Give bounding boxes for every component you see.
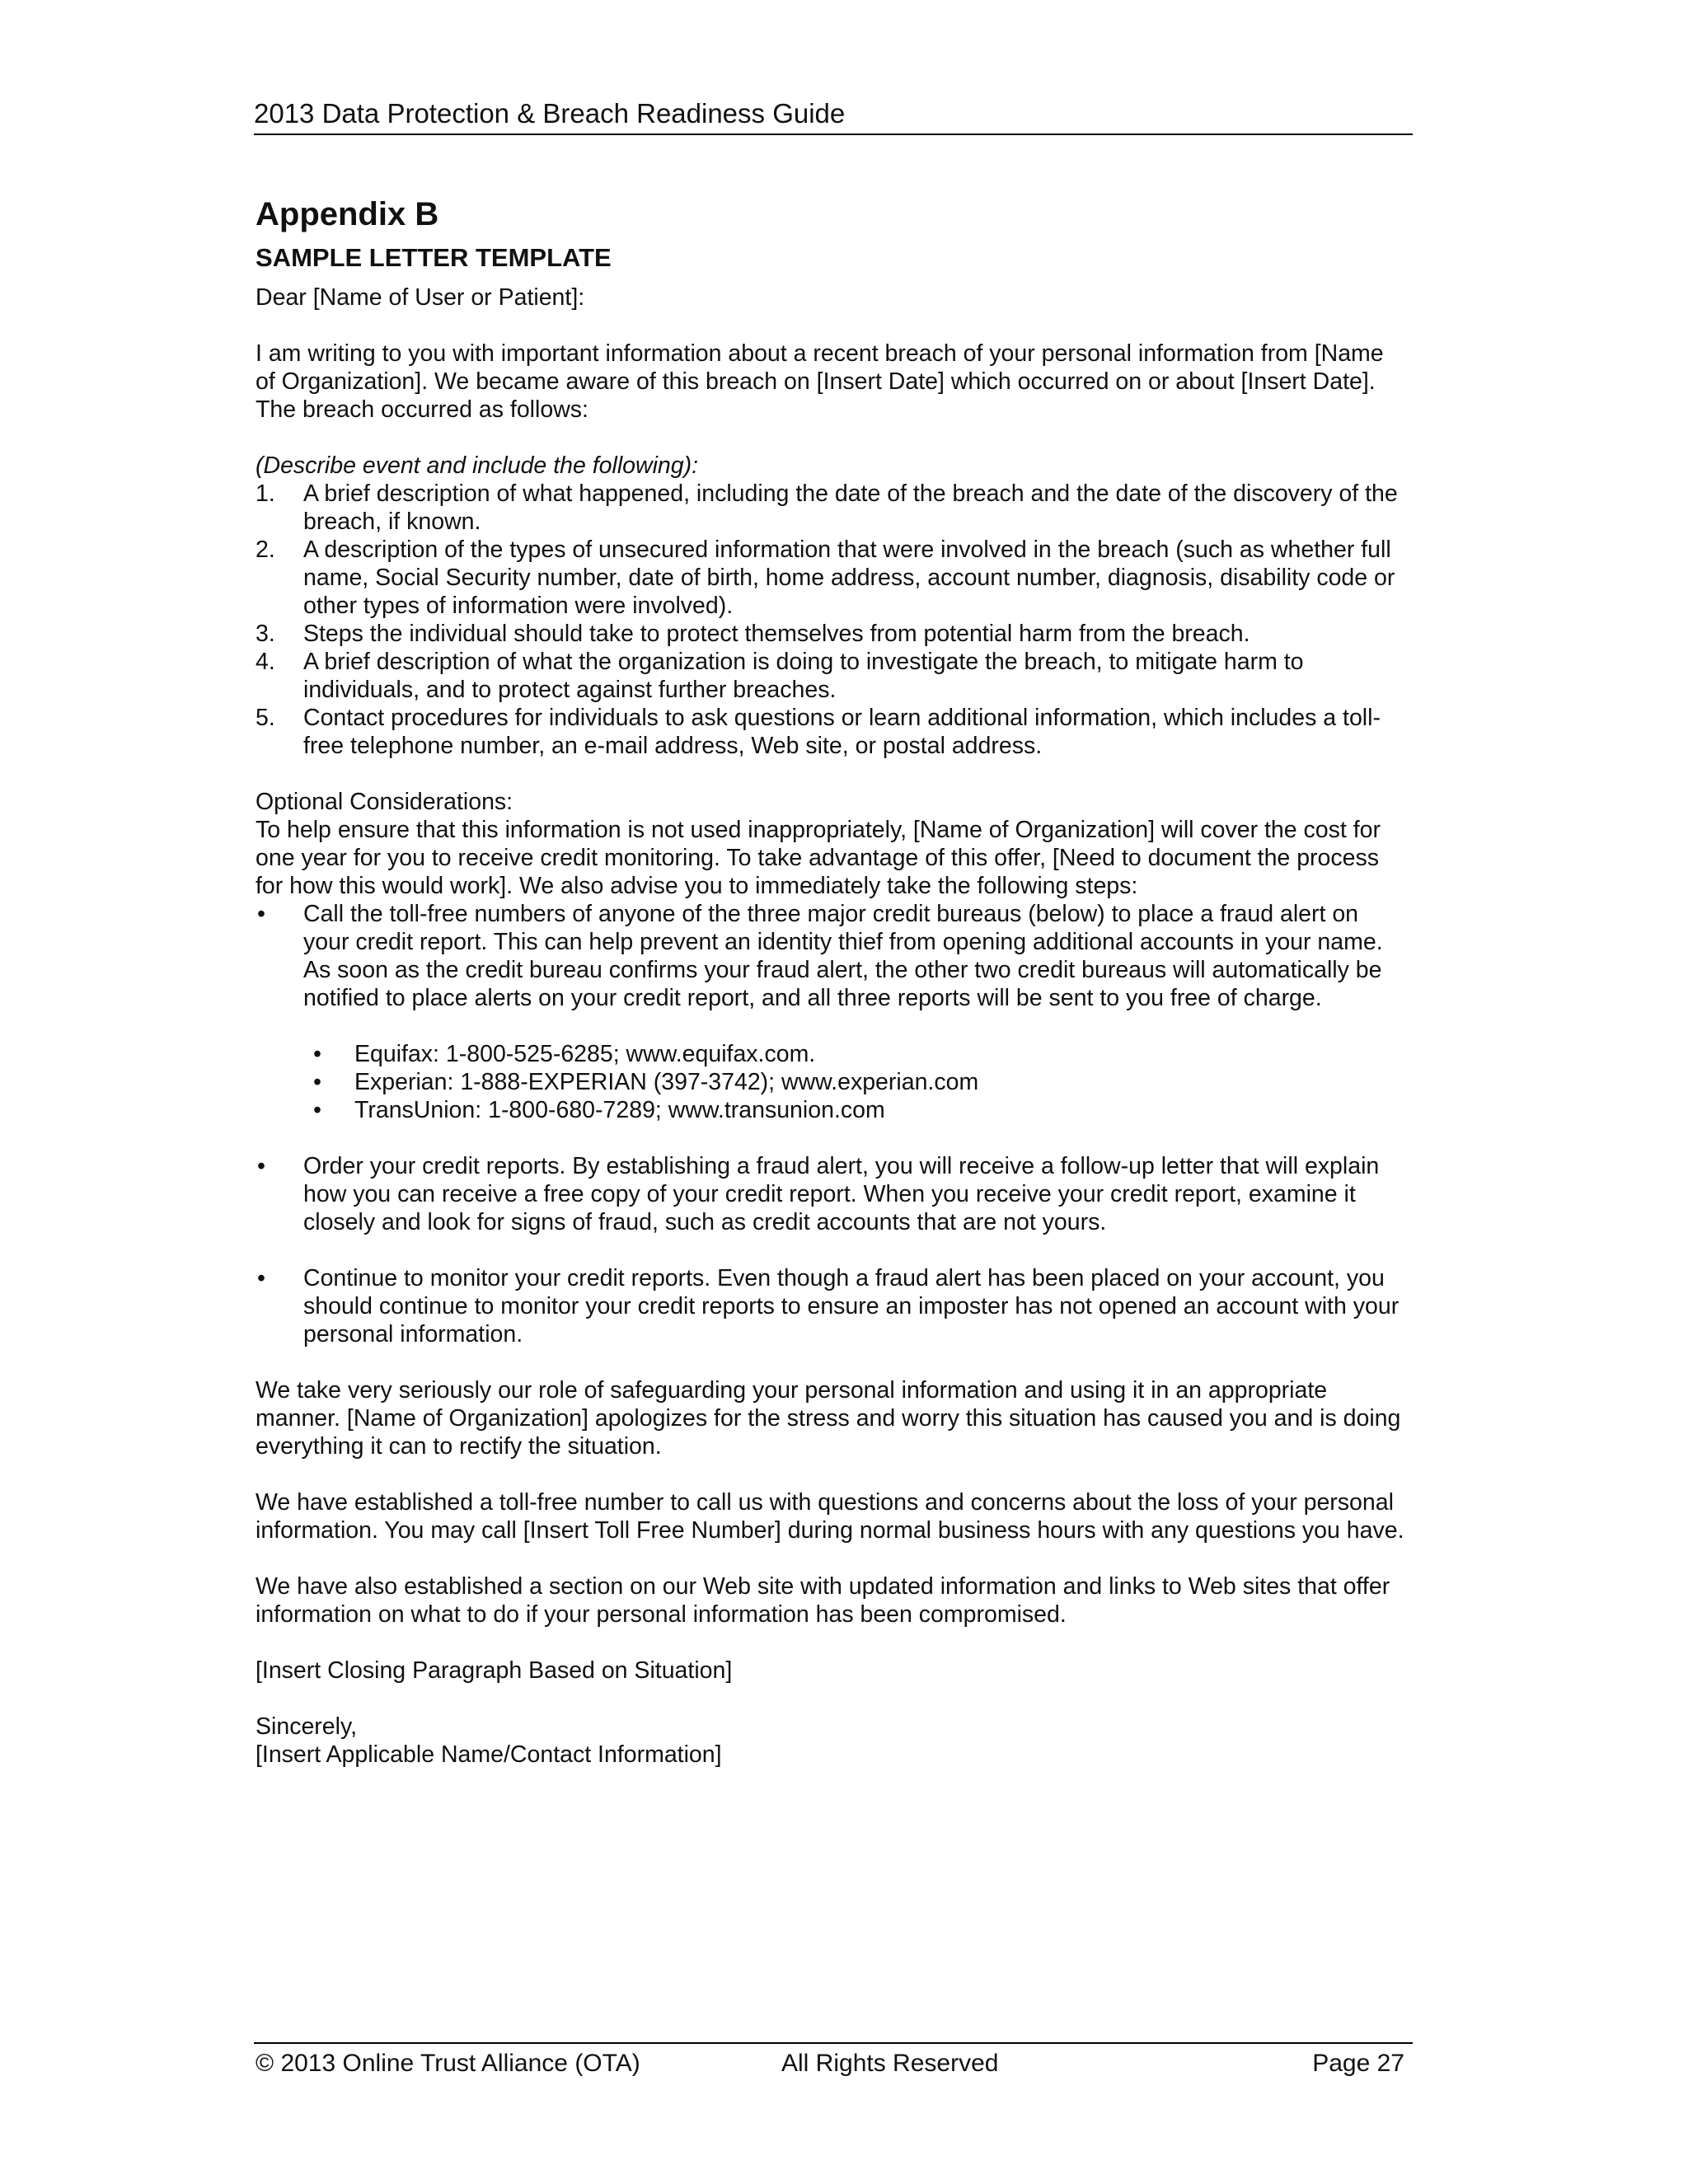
bureau-item-transunion xyxy=(303,1096,1409,1124)
bullet-text: Call the toll-free numbers of anyone of the three major credit bureaus (below) to place a fraud alert on your credit report. This can help prevent an identity thief from opening additional accounts in your name. As soon as the credit bureau confirms your fraud alert, the other two credit bureaus will automatically be notified to place alerts on your credit report, and all three reports will be sent to you free of charge. xyxy=(303,901,1383,1011)
bullet-icon: • xyxy=(257,1265,265,1291)
footer-page-number: Page 27 xyxy=(1312,2050,1404,2077)
paragraph-website: We have also established a section on our Web site with updated information and links to Web sites that offer information on what to do if your personal information has been compromised. xyxy=(256,1573,1390,1628)
item-number: 3. xyxy=(256,621,275,647)
describe-label: (Describe event and include the following): xyxy=(256,452,699,479)
paragraph-toll-free: We have established a toll-free number to call us with questions and concerns about the loss of your personal information. You may call [Insert Toll Free Number] during normal business hours with any questions you have. xyxy=(256,1489,1404,1544)
numbered-item xyxy=(256,704,1409,760)
letter-content xyxy=(256,194,1409,1769)
bullet-order-reports xyxy=(256,1152,1409,1236)
numbered-item xyxy=(256,480,1409,536)
item-number: 1. xyxy=(256,480,275,507)
bullet-monitor-reports xyxy=(256,1264,1409,1348)
bullet-list xyxy=(256,900,1409,1348)
running-footer xyxy=(254,2042,1413,2077)
bureau-text: Experian: 1-888-EXPERIAN (397-3742); www.experian.com xyxy=(354,1069,979,1095)
bullet-text: Continue to monitor your credit reports. Even though a fraud alert has been placed on your account, you should continue to monitor your credit reports to ensure an imposter has not opened an account with your personal information. xyxy=(303,1265,1400,1347)
paragraph-safeguarding: We take very seriously our role of safeguarding your personal information and using it in an appropriate manner. [Name of Organization] apologizes for the stress and worry this situation has caused you and is doing everything it can to rectify the situation. xyxy=(256,1377,1401,1460)
intro-paragraph: I am writing to you with important information about a recent breach of your personal information from [Name of Organization]. We became aware of this breach on [Insert Date] which occurred on or about [Insert Date]. The breach occurred as follows: xyxy=(256,340,1384,423)
bullet-icon: • xyxy=(313,1069,321,1095)
salutation: Dear [Name of User or Patient]: xyxy=(256,284,585,311)
appendix-subtitle: SAMPLE LETTER TEMPLATE xyxy=(256,243,612,272)
item-number: 5. xyxy=(256,705,275,731)
optional-paragraph: To help ensure that this information is not used inappropriately, [Name of Organization] will cover the cost for one year for you to receive credit monitoring. To take advantage of this offer, [Need to document the process for how this would work]. We also advise you to immediately take the following steps: xyxy=(256,817,1381,899)
bullet-call-bureaus xyxy=(256,900,1409,1124)
item-text: A brief description of what the organization is doing to investigate the breach, to mitigate harm to individuals, and to protect against further breaches. xyxy=(303,649,1304,703)
item-number: 2. xyxy=(256,537,275,563)
numbered-item xyxy=(256,536,1409,620)
item-text: A brief description of what happened, including the date of the breach and the date of the discovery of the breach, if known. xyxy=(303,480,1398,535)
bullet-icon: • xyxy=(257,901,265,927)
bullet-text: Order your credit reports. By establishing a fraud alert, you will receive a follow-up letter that will explain how you can receive a free copy of your credit report. When you receive your credit report, examine it closely and look for signs of fraud, such as credit accounts that are not yours. xyxy=(303,1153,1380,1235)
signoff: Sincerely, xyxy=(256,1713,358,1740)
bureau-list xyxy=(303,1040,1409,1124)
closing-placeholder: [Insert Closing Paragraph Based on Situation] xyxy=(256,1657,733,1684)
running-header xyxy=(254,97,1413,135)
footer-copyright: © 2013 Online Trust Alliance (OTA) xyxy=(256,2050,640,2077)
numbered-list xyxy=(256,480,1409,760)
item-number: 4. xyxy=(256,649,275,675)
numbered-item xyxy=(256,648,1409,704)
bullet-icon: • xyxy=(313,1041,321,1067)
item-text: Contact procedures for individuals to ask questions or learn additional information, which includes a toll-free telephone number, an e-mail address, Web site, or postal address. xyxy=(303,705,1381,759)
item-text: Steps the individual should take to protect themselves from potential harm from the breach. xyxy=(303,621,1250,647)
numbered-item xyxy=(256,620,1409,648)
bureau-text: Equifax: 1-800-525-6285; www.equifax.com. xyxy=(354,1041,816,1067)
signature-placeholder: [Insert Applicable Name/Contact Information] xyxy=(256,1741,722,1768)
footer-rights: All Rights Reserved xyxy=(781,2050,999,2077)
optional-label: Optional Considerations: xyxy=(256,789,513,815)
appendix-title: Appendix B xyxy=(256,196,439,232)
bureau-text: TransUnion: 1-800-680-7289; www.transunion.com xyxy=(354,1097,885,1123)
bullet-icon: • xyxy=(313,1097,321,1123)
header-title: 2013 Data Protection & Breach Readiness Guide xyxy=(254,98,846,129)
bureau-item-experian xyxy=(303,1068,1409,1096)
item-text: A description of the types of unsecured information that were involved in the breach (such as whether full name, Social Security number, date of birth, home address, account number, diagnosis, disability code or other types of information were involved). xyxy=(303,537,1395,619)
bureau-item-equifax xyxy=(303,1040,1409,1068)
bullet-icon: • xyxy=(257,1153,265,1179)
